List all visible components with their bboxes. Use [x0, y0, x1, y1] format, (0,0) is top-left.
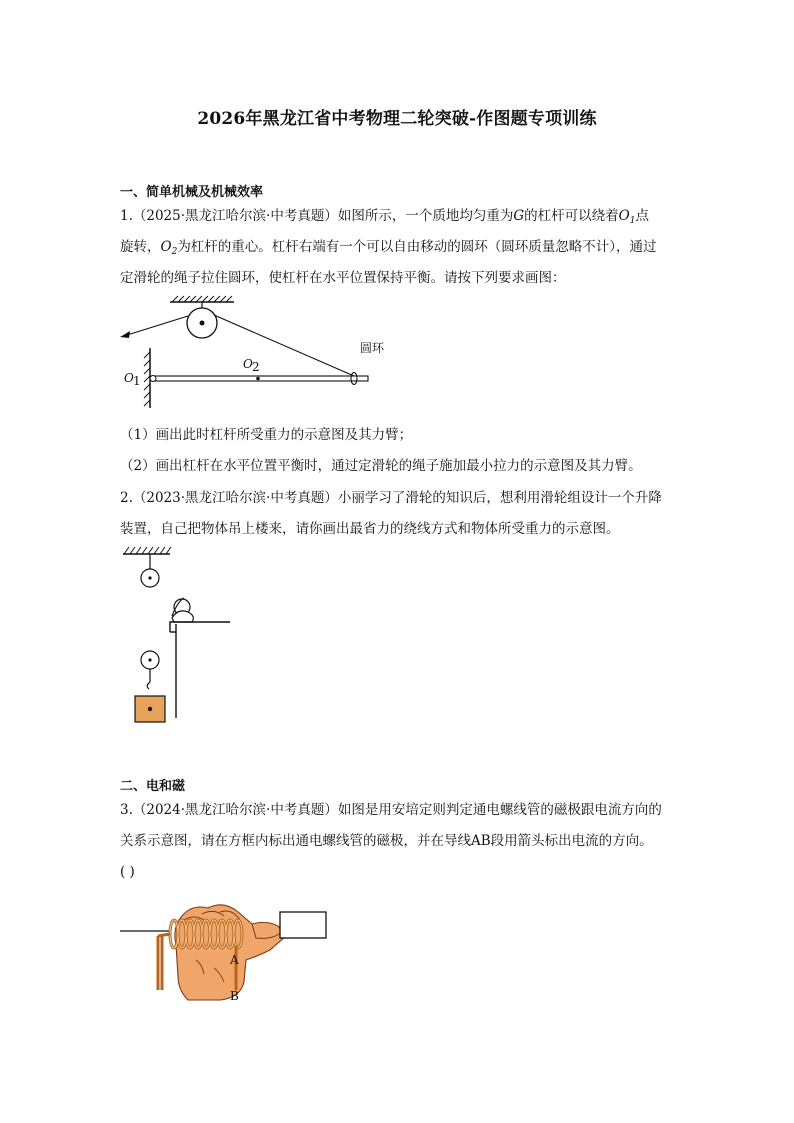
q1-text-e: 为杠杆的重心。杠杆右端有一个可以自由移动的圆环（圆环质量忽略不计），通过	[177, 239, 657, 255]
point-b-label: B	[230, 989, 239, 1003]
solenoid-hand-figure	[120, 890, 340, 1010]
q1-subquestion-1: （1）画出此时杠杆所受重力的示意图及其力臂；	[120, 427, 413, 443]
q1-sub-1: 1	[629, 216, 636, 226]
q1-var-o2: O	[160, 239, 172, 255]
o2-sub-label: 2	[252, 360, 260, 374]
q1-sub-2: 2	[171, 247, 178, 257]
lever-pulley-figure	[110, 296, 400, 416]
q3-line-3: ( )	[120, 864, 135, 880]
o1-sub-label: 1	[133, 374, 141, 388]
magnetic-pole-box[interactable]	[280, 912, 326, 938]
o2-label: O	[243, 357, 253, 371]
q3-line-1: 3.（2024·黑龙江哈尔滨·中考真题）如图是用安培定则判定通电螺线管的磁极跟电流方向的	[120, 802, 662, 818]
q2-line-2: 装置，自己把物体吊上楼来，请你画出最省力的绕线方式和物体所受重力的示意图。	[120, 521, 620, 537]
q1-line-3: 定滑轮的绳子拉住圆环，使杠杆在水平位置保持平衡。请按下列要求画图：	[120, 270, 566, 286]
pulley-system-figure	[118, 546, 238, 726]
q1-line-2	[120, 237, 657, 262]
section-heading-electromagnetism: 二、电和磁	[120, 779, 186, 794]
q1-text-d: 旋转，	[120, 239, 161, 255]
o1-label: O	[124, 371, 134, 385]
page-title: 2026年黑龙江省中考物理二轮突破-作图题专项训练	[197, 109, 597, 129]
q1-text-c: 点	[635, 208, 649, 224]
ring-label: 圆环	[360, 341, 385, 355]
q2-line-1: 2.（2023·黑龙江哈尔滨·中考真题）小丽学习了滑轮的知识后，想利用滑轮组设计一个升降	[120, 490, 662, 506]
q1-text-a: 1.（2025·黑龙江哈尔滨·中考真题）如图所示，一个质地均匀重为	[120, 208, 514, 224]
section-heading-mechanics: 一、简单机械及机械效率	[120, 185, 264, 200]
point-a-label: A	[230, 953, 239, 967]
q1-subquestion-2: （2）画出杠杆在水平位置平衡时，通过定滑轮的绳子施加最小拉力的示意图及其力臂。	[120, 458, 642, 474]
q1-line-1	[120, 206, 649, 231]
q1-text-b: 的杠杆可以绕着	[524, 208, 619, 224]
q3-line-2: 关系示意图，请在方框内标出通电螺线管的磁极，并在导线AB段用箭头标出电流的方向。	[120, 833, 653, 849]
q1-var-g: G	[513, 208, 525, 224]
q1-var-o1: O	[618, 208, 630, 224]
